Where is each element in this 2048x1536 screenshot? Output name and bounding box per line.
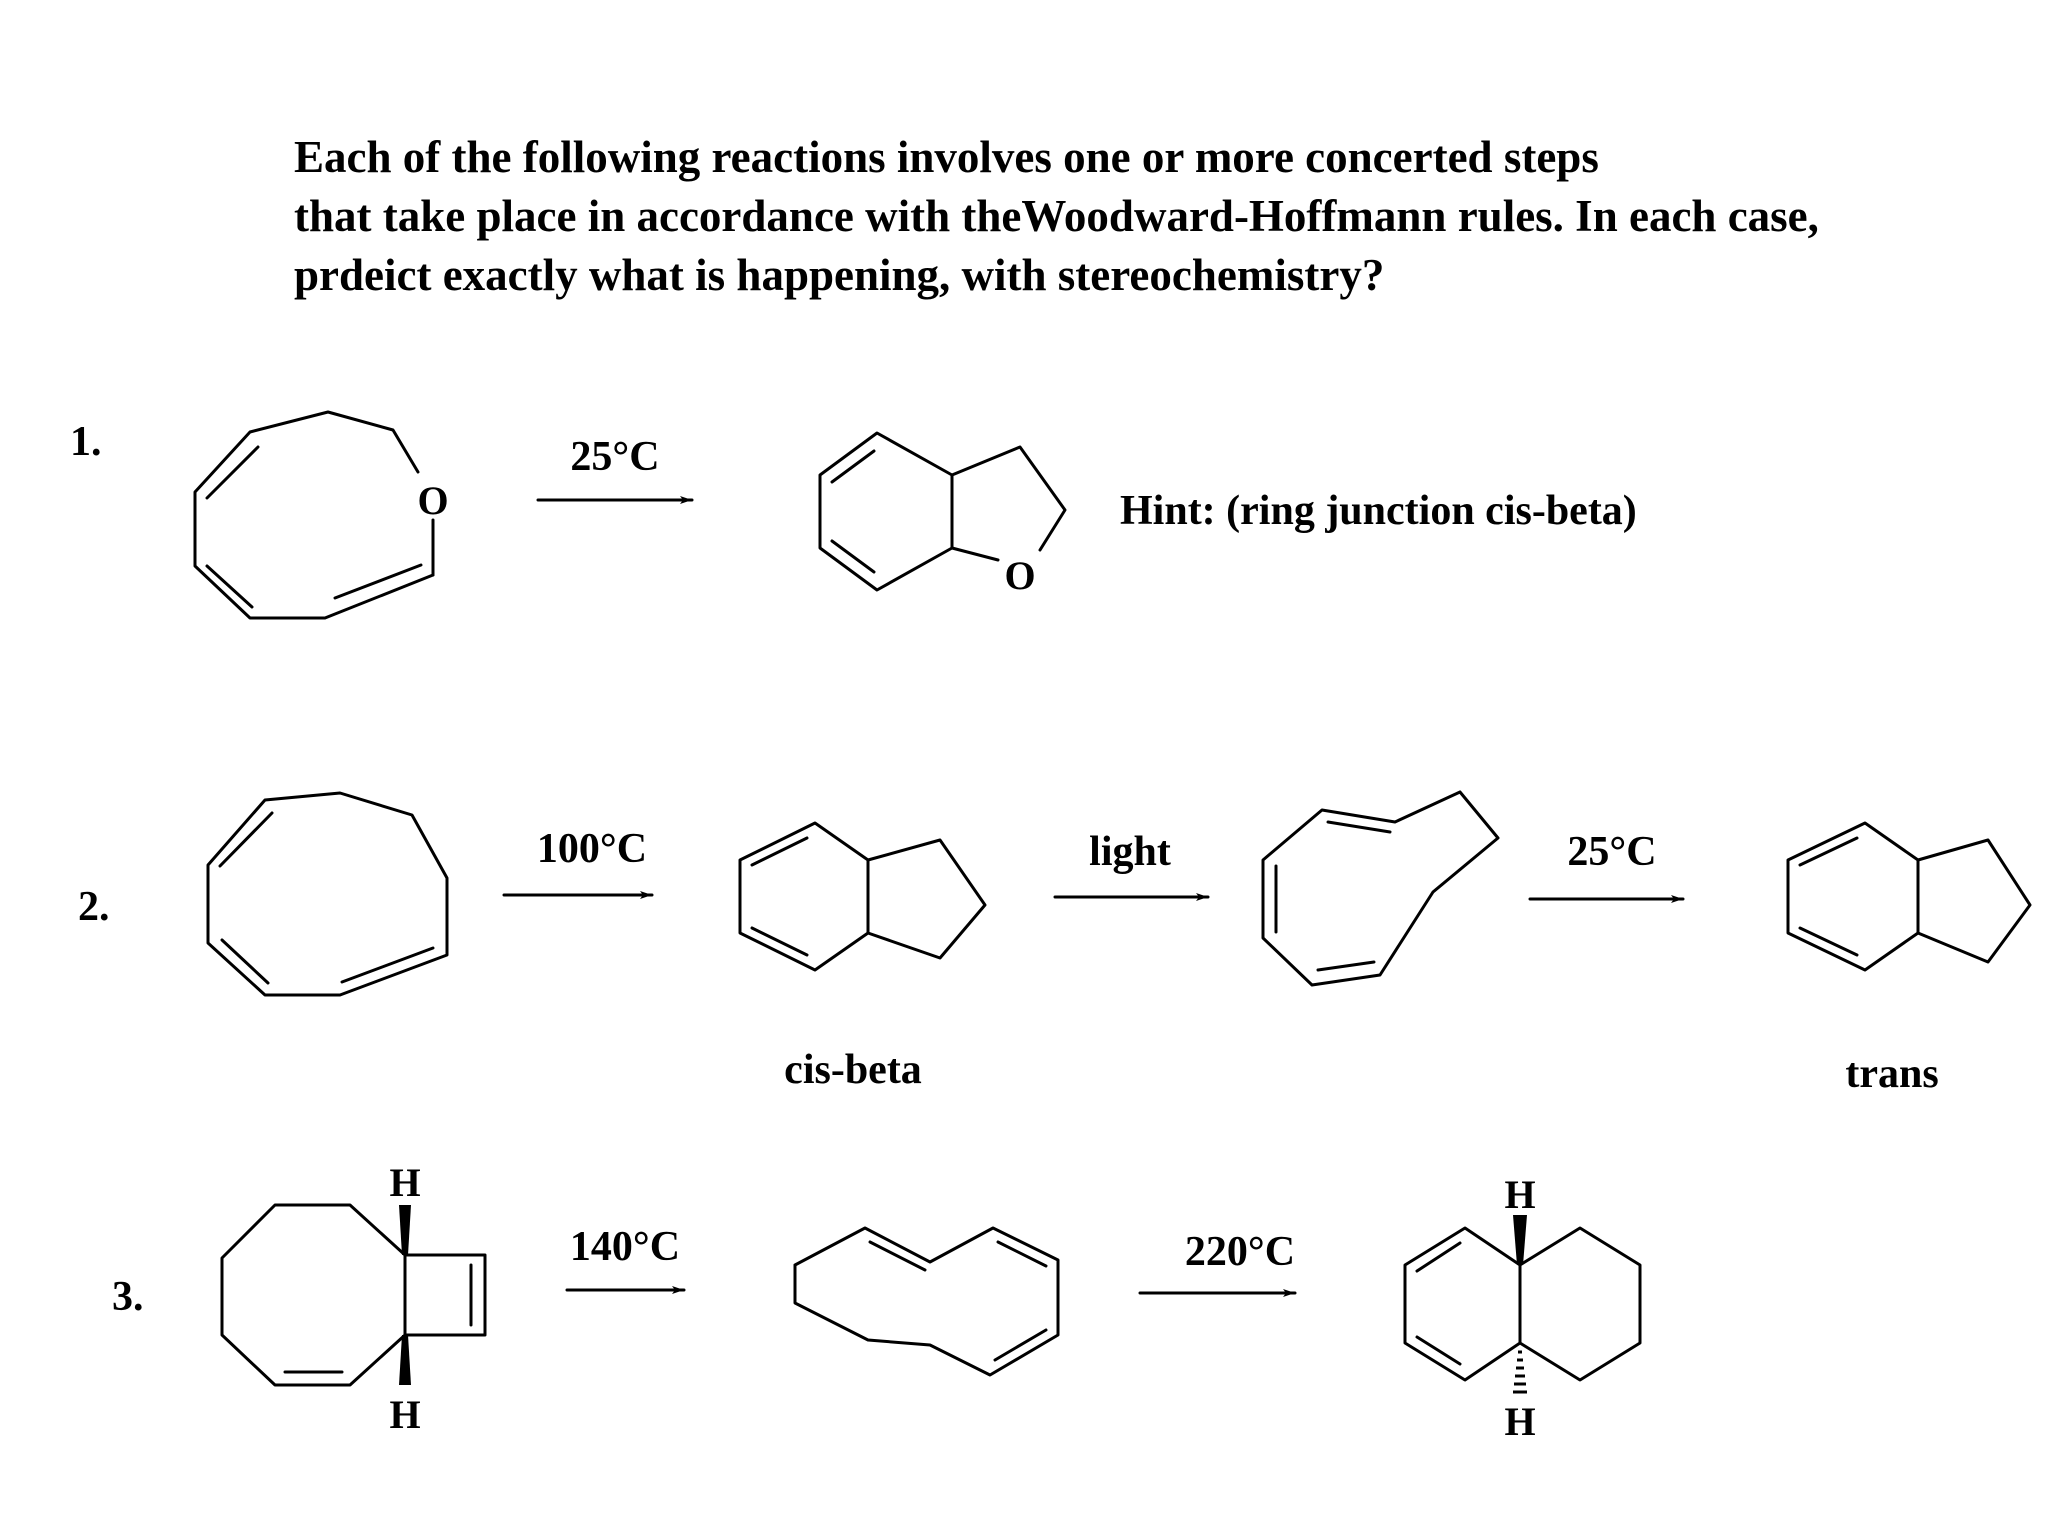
caption-trans: trans <box>1845 1051 1939 1097</box>
hint-text: Hint: (ring junction cis-beta) <box>1120 488 1637 534</box>
oxonin-reactant <box>195 412 449 618</box>
cis-hydrindane-diene-product <box>740 823 985 970</box>
caption-cis-beta: cis-beta <box>784 1047 922 1093</box>
bicyclodecene-reactant <box>222 1160 485 1437</box>
cyclononatriene-reactant <box>208 793 447 995</box>
trans-octahydronaphthalene-product <box>1405 1172 1640 1444</box>
hydrogen-label-top-product: H <box>1504 1172 1536 1217</box>
oxygen-atom-label-product: O <box>1004 553 1036 598</box>
trans-cyclononatriene-intermediate <box>1263 792 1498 985</box>
wedge-bond-top-h <box>1513 1215 1527 1265</box>
condition-100c: 100°C <box>536 826 648 872</box>
wedge-bond-bottom <box>399 1335 411 1385</box>
hydrogen-label-bottom: H <box>389 1392 421 1437</box>
condition-25c-step2: 25°C <box>1567 829 1657 875</box>
oxygen-atom-label: O <box>417 478 449 523</box>
hashed-bond-bottom-h <box>1513 1352 1527 1392</box>
problem-2-number: 2. <box>78 884 110 930</box>
instructions-line-3: prdeict exactly what is happening, with stereochemistry? <box>294 250 1385 300</box>
hydrogen-label-top: H <box>389 1160 421 1205</box>
problem-3-number: 3. <box>112 1274 144 1320</box>
condition-220c: 220°C <box>1184 1229 1296 1275</box>
trans-hydrindane-diene-product <box>1788 823 2030 970</box>
wedge-bond-top <box>399 1205 411 1255</box>
condition-140c: 140°C <box>569 1224 681 1270</box>
condition-light: light <box>1089 829 1171 875</box>
instructions-line-2: that take place in accordance with theWoodward-Hoffmann rules. In each case, <box>294 191 1819 241</box>
instructions-line-1: Each of the following reactions involves one or more concerted steps <box>294 132 1599 182</box>
cyclodecatriene-intermediate <box>795 1228 1058 1375</box>
condition-25c-step1: 25°C <box>570 434 660 480</box>
problem-1-number: 1. <box>70 419 102 465</box>
hydrogen-label-bottom-product: H <box>1504 1399 1536 1444</box>
dihydrobenzofuran-product <box>820 433 1065 598</box>
